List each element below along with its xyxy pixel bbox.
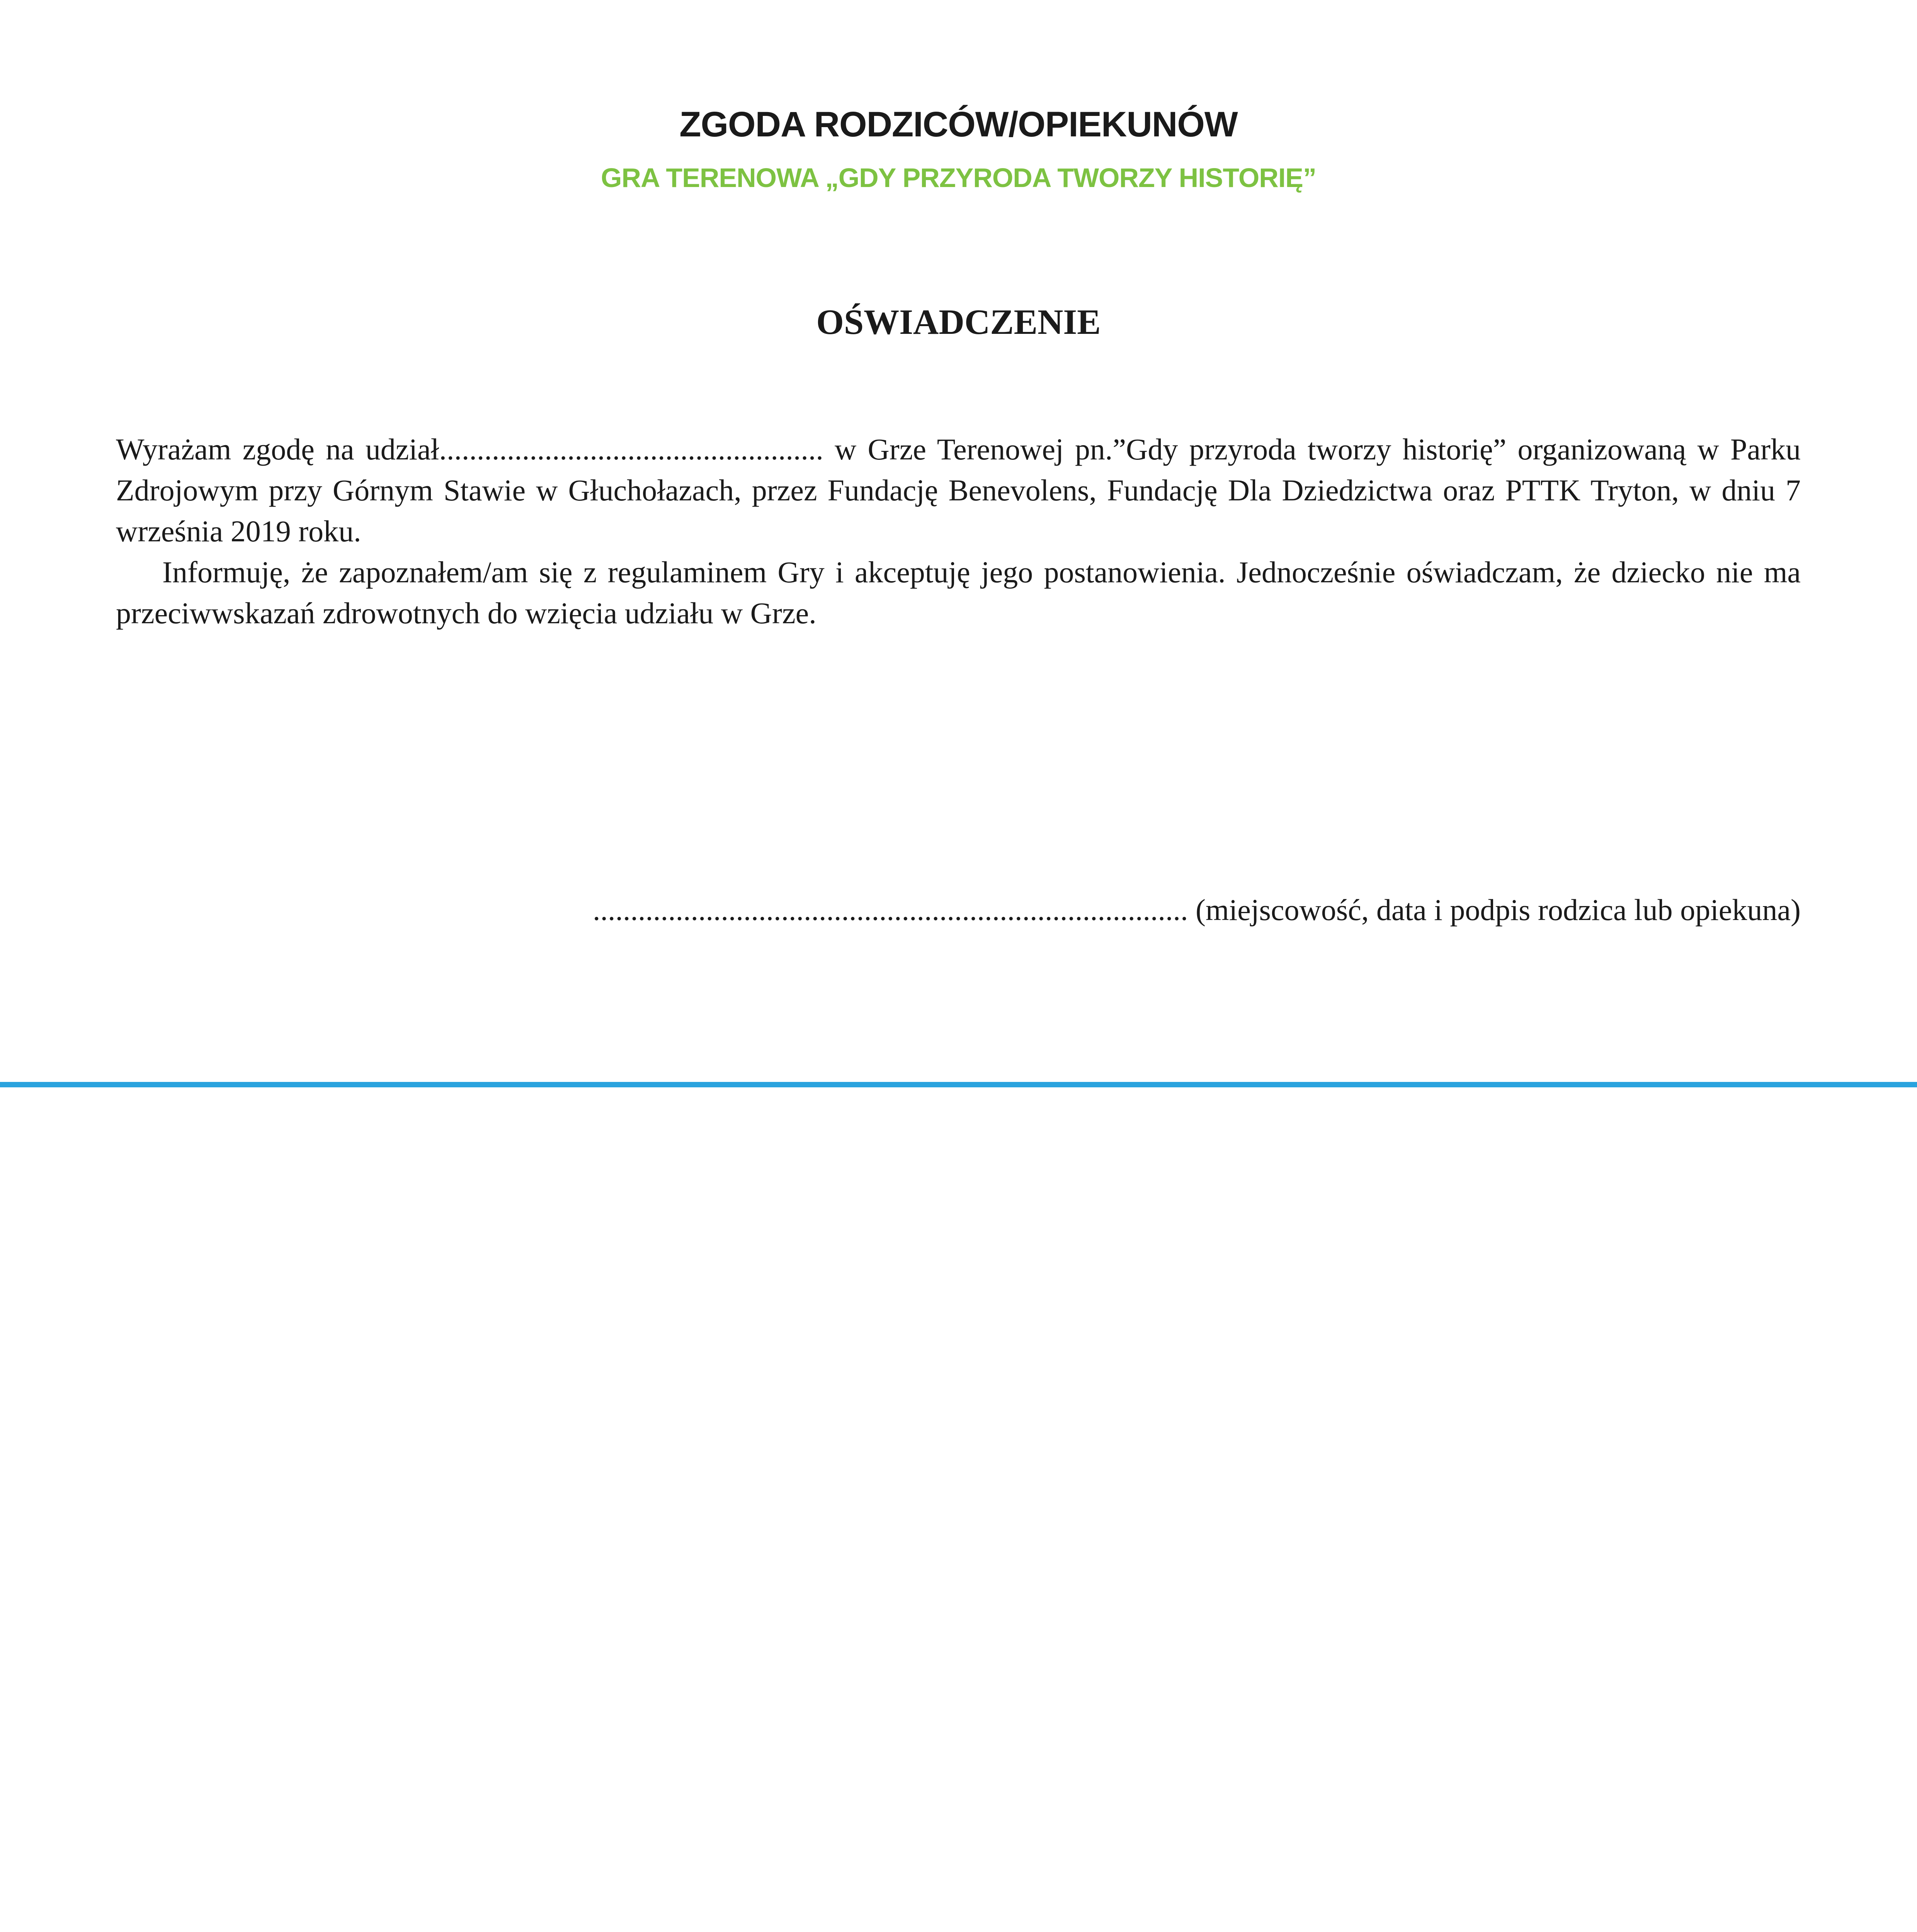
top-divider bbox=[0, 1082, 1917, 1087]
document-title: ZGODA RODZICÓW/OPIEKUNÓW bbox=[679, 105, 1238, 144]
statement-body bbox=[116, 429, 1801, 634]
consent-paragraph: Wyrażam zgodę na udział................................................... w Grze Terenowej pn.”Gdy przyroda tworzy historię” organizowaną w Parku Zdrojowym przy Górnym Stawie w Głuchołazach, przez Fundację Benevolens, Fundację Dla Dziedzictwa oraz PTTK Tryton, w dniu 7 września 2019 roku. bbox=[116, 432, 1801, 548]
document-subtitle: GRA TERENOWA „GDY PRZYRODA TWORZY HISTORIĘ” bbox=[601, 163, 1316, 193]
signature-line: ............................................................................... (miejscowość, data i podpis rodzica lub opiekuna) bbox=[592, 893, 1801, 927]
statement-heading: OŚWIADCZENIE bbox=[816, 302, 1101, 342]
declaration-paragraph: Informuję, że zapoznałem/am się z regulaminem Gry i akceptuję jego postanowienia. Jednocześnie oświadczam, że dziecko nie ma przeciwwskazań zdrowotnych do wzięcia udziału w Grze. bbox=[116, 555, 1801, 630]
